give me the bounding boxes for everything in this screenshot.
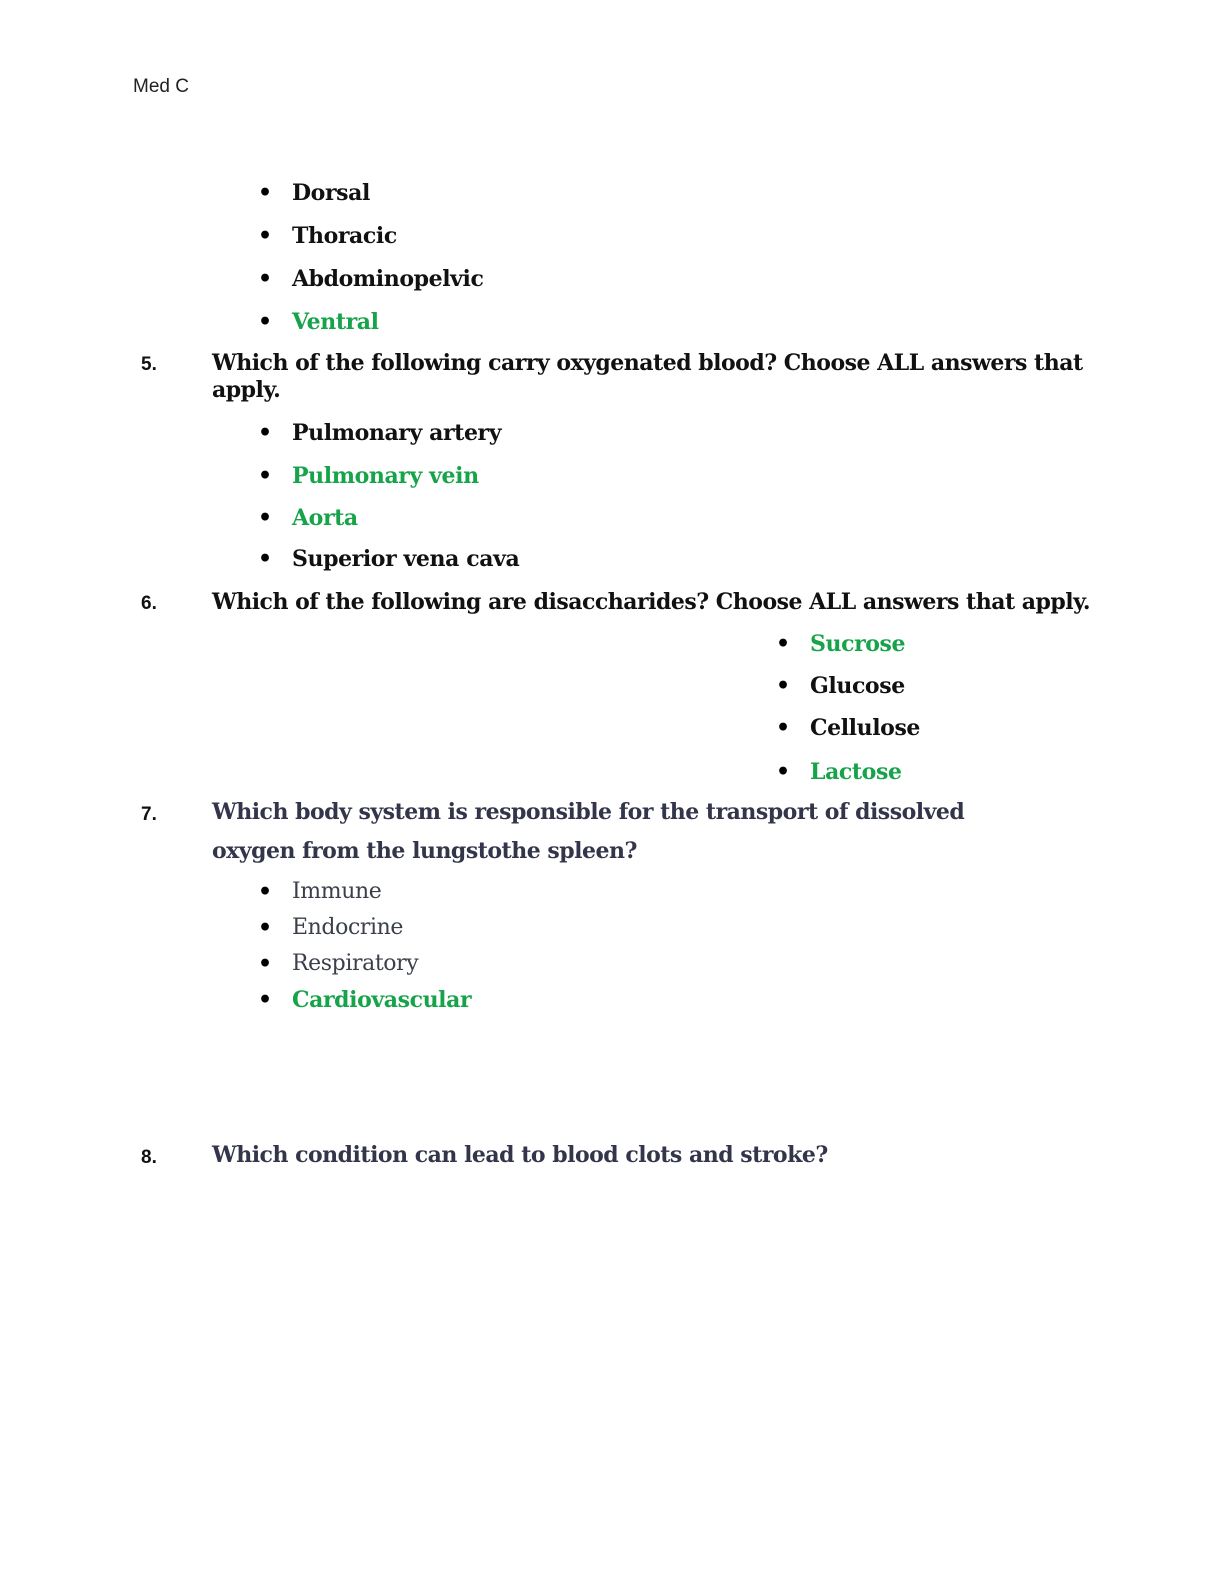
option-label-correct: Lactose: [810, 759, 902, 785]
bullet-icon: •: [258, 309, 273, 335]
bullet-icon: •: [258, 180, 273, 206]
bullet-icon: •: [258, 915, 273, 941]
bullet-icon: •: [776, 673, 791, 699]
option-label-correct: Cardiovascular: [292, 987, 472, 1013]
bullet-icon: •: [258, 546, 273, 572]
option-label: Dorsal: [292, 180, 370, 206]
option-label-correct: Sucrose: [810, 631, 906, 657]
bullet-icon: •: [258, 987, 273, 1013]
option-label: Abdominopelvic: [292, 266, 484, 292]
option-label: Respiratory: [292, 951, 419, 976]
option-label: Glucose: [810, 673, 905, 699]
question-number: 7.: [141, 804, 157, 825]
bullet-icon: •: [258, 505, 273, 531]
option-label-correct: Ventral: [292, 309, 379, 335]
question-number: 8.: [141, 1147, 157, 1168]
question-text-cont: oxygen from the lungstothe spleen?: [212, 838, 637, 864]
bullet-icon: •: [776, 631, 791, 657]
question-text: Which of the following carry oxygenated blood? Choose ALL answers that: [212, 350, 1083, 376]
bullet-icon: •: [258, 879, 273, 905]
option-label-correct: Aorta: [292, 505, 358, 531]
option-label: Cellulose: [810, 715, 921, 741]
bullet-icon: •: [258, 463, 273, 489]
bullet-icon: •: [776, 715, 791, 741]
document-header: Med C: [133, 76, 189, 97]
bullet-icon: •: [258, 223, 273, 249]
option-label: Superior vena cava: [292, 546, 520, 572]
bullet-icon: •: [258, 951, 273, 977]
question-number: 5.: [141, 354, 157, 375]
question-text: Which of the following are disaccharides? Choose ALL answers that apply.: [212, 589, 1091, 615]
bullet-icon: •: [258, 266, 273, 292]
bullet-icon: •: [258, 420, 273, 446]
option-label-correct: Pulmonary vein: [292, 463, 479, 489]
bullet-icon: •: [776, 759, 791, 785]
question-text: Which condition can lead to blood clots and stroke?: [212, 1142, 828, 1168]
question-text: Which body system is responsible for the transport of dissolved: [212, 799, 965, 825]
option-label: Immune: [292, 879, 382, 904]
question-text-cont: apply.: [212, 377, 281, 403]
option-label: Thoracic: [292, 223, 397, 249]
option-label: Endocrine: [292, 915, 404, 940]
question-number: 6.: [141, 593, 157, 614]
option-label: Pulmonary artery: [292, 420, 502, 446]
